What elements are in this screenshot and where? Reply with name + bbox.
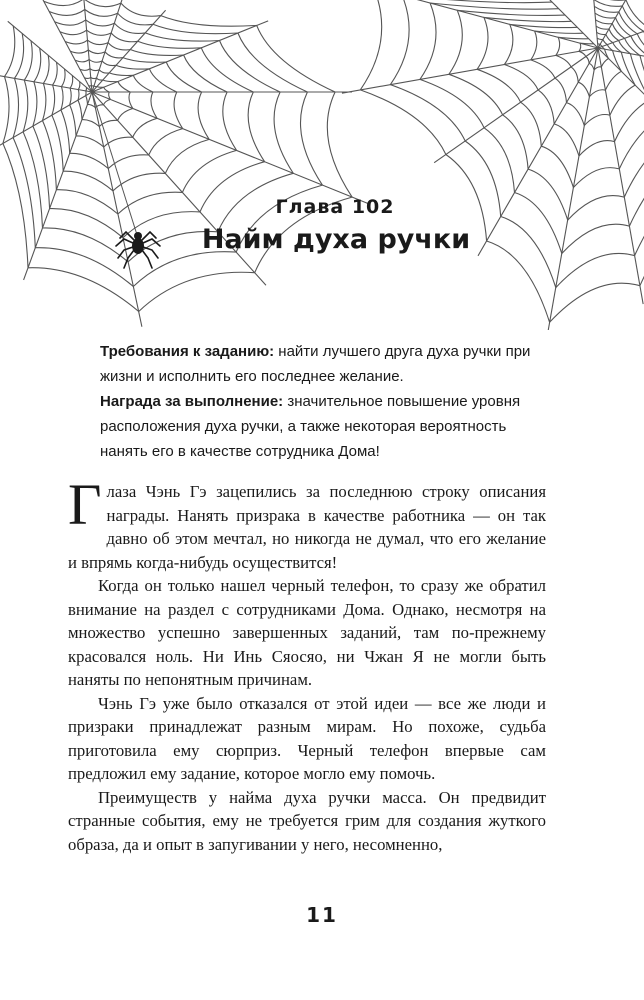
task-requirements (100, 339, 545, 389)
chapter-number: Глава 102 (275, 196, 395, 218)
task-box (100, 339, 545, 464)
paragraph (68, 472, 546, 574)
drop-cap: Г (68, 472, 102, 537)
paragraph: Когда он только нашел черный телефон, то сразу же обратил внимание на раздел с сотрудниками Дома. Однако, несмотря на множество успешно завершенных заданий, там по-прежнему красовался ноль. Ни Инь Сяосяо, ни Чжан Я не могли быть наняты по непонятным причинам. (68, 576, 546, 689)
page-number: 11 (306, 903, 338, 927)
paragraph: Преимуществ у найма духа ручки масса. Он предвидит странные события, ему не требуется грим для создания жуткого образа, да и опыт в запугивании у него, несомненно, (68, 787, 546, 854)
chapter-body (68, 472, 546, 856)
chapter-title: Найм духа ручки (201, 224, 471, 255)
task-reward (100, 389, 545, 464)
reward-text: значительное повышение уровня расположения духа ручки, а также некоторая вероятность нанять его в качестве сотрудника Дома! (100, 393, 521, 460)
cobweb-illustration (0, 0, 644, 330)
left-cobweb-icon (0, 0, 370, 327)
reward-label: Награда за выполнение: (100, 393, 284, 410)
paragraph-text: лаза Чэнь Гэ зацепились за последнюю строку описания награды. Нанять призрака в качестве работника — он так давно об этом мечтал, но никогда не думал, что его желание и впрямь когда-нибудь осуществится! (68, 482, 546, 572)
paragraph: Чэнь Гэ уже было отказался от этой идеи — все же люди и призраки принадлежат разным мирам. Но похоже, судьба приготовила ему сюрприз. Черный телефон впервые сам предложил ему задание, которое могло ему помочь. (68, 693, 546, 783)
requirements-label: Требования к заданию: (100, 343, 275, 360)
right-cobweb-icon (342, 0, 644, 330)
requirements-text: найти лучшего друга духа ручки при жизни и исполнить его последнее желание. (100, 343, 531, 385)
